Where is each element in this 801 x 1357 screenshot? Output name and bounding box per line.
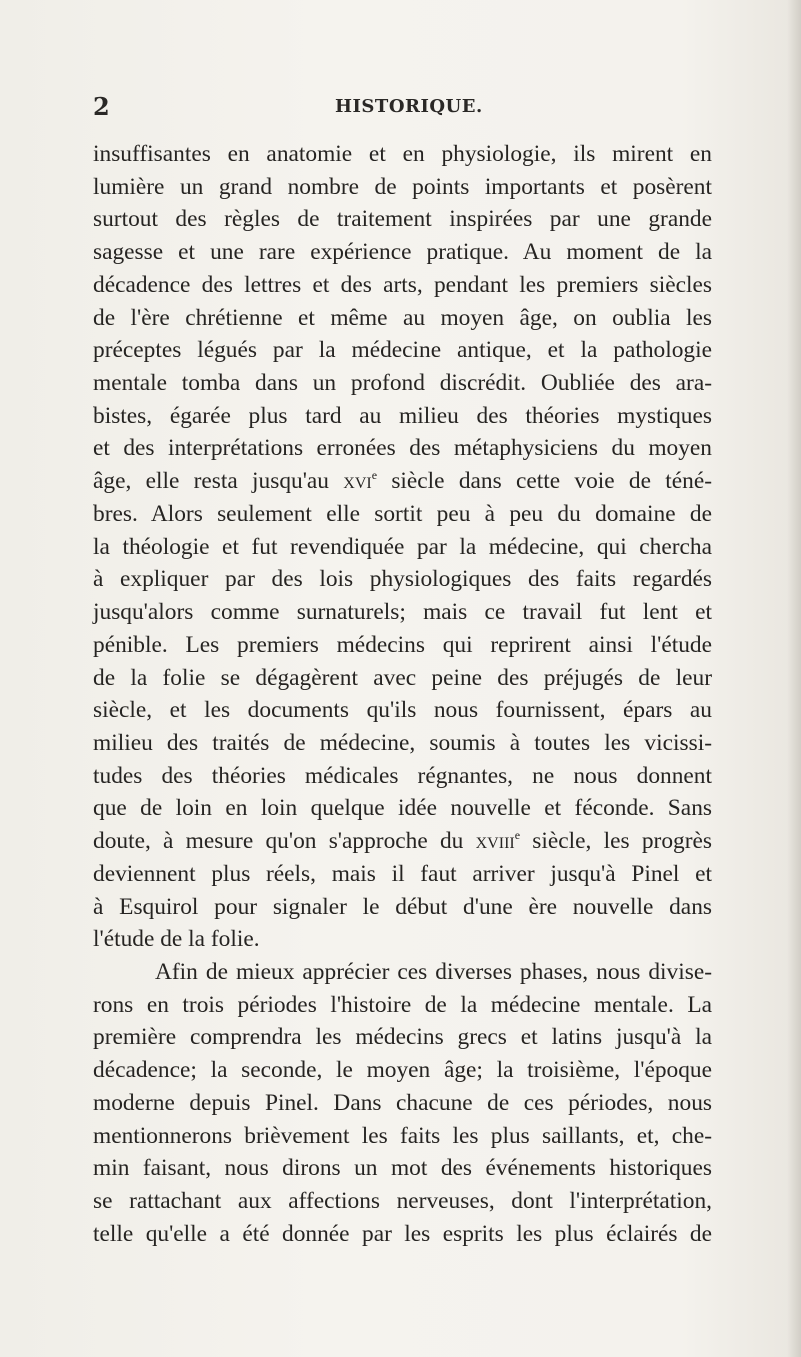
text-line: mentionnerons brièvement les faits les plus saillants, et, che-	[93, 1122, 712, 1149]
text-line: décadence des lettres et des arts, pendant les premiers siècles	[93, 271, 712, 298]
text-line: préceptes légués par la médecine antique, et la pathologie	[93, 337, 712, 364]
text-line: telle qu'elle a été donnée par les esprits les plus éclairés de	[93, 1220, 712, 1247]
text-line: de l'ère chrétienne et même au moyen âge, on oublia les	[93, 304, 712, 331]
text-line: première comprendra les médecins grecs et latins jusqu'à la	[93, 1024, 712, 1051]
text-line: tudes des théories médicales régnantes, ne nous donnent	[93, 762, 712, 789]
page-edge-shadow	[787, 0, 801, 1357]
text-line: à expliquer par des lois physiologiques des faits regardés	[93, 566, 712, 593]
text-line: lumière un grand nombre de points importants et posèrent	[93, 173, 712, 200]
text-line: min faisant, nous dirons un mot des événements historiques	[93, 1155, 712, 1182]
text-line: bistes, égarée plus tard au milieu des théories mystiques	[93, 402, 712, 429]
text-line: deviennent plus réels, mais il faut arriver jusqu'à Pinel et	[93, 860, 712, 887]
text-line: siècle, et les documents qu'ils nous fournissent, épars au	[93, 697, 712, 724]
text-line: âge, elle resta jusqu'au xvi$^e$ siècle dans cette voie de téné-	[93, 468, 713, 495]
paragraph-1	[93, 138, 712, 956]
page-number: 2	[93, 92, 110, 121]
text-line: insuffisantes en anatomie et en physiologie, ils mirent en	[93, 141, 712, 167]
text-line: la théologie et fut revendiquée par la médecine, qui chercha	[93, 533, 712, 560]
text-line: mentale tomba dans un profond discrédit. Oubliée des ara-	[93, 370, 712, 397]
text-line: bres. Alors seulement elle sortit peu à peu du domaine de	[93, 500, 712, 527]
text-line: rons en trois périodes l'histoire de la médecine mentale. La	[93, 991, 712, 1018]
text-line: sagesse et une rare expérience pratique. Au moment de la	[93, 239, 712, 266]
text-line: que de loin en loin quelque idée nouvelle et féconde. Sans	[93, 795, 712, 822]
text-line: milieu des traités de médecine, soumis à toutes les vicissi-	[93, 729, 712, 756]
text-line: Afin de mieux apprécier ces diverses phases, nous divise-	[155, 958, 712, 985]
text-line: et des interprétations erronées des métaphysiciens du moyen	[93, 435, 712, 462]
page-header	[93, 92, 713, 122]
text-line: à Esquirol pour signaler le début d'une ère nouvelle dans	[93, 893, 712, 920]
running-head: HISTORIQUE.	[335, 96, 483, 117]
text-line: doute, à mesure qu'on s'approche du xviii$^e$ siècle, les progrès	[93, 828, 712, 855]
paragraph-2	[93, 956, 712, 1250]
text-line: jusqu'alors comme surnaturels; mais ce travail fut lent et	[93, 599, 712, 626]
text-line: pénible. Les premiers médecins qui reprirent ainsi l'étude	[93, 631, 712, 658]
text-line: de la folie se dégagèrent avec peine des préjugés de leur	[93, 664, 712, 691]
text-line: moderne depuis Pinel. Dans chacune de ces périodes, nous	[93, 1089, 712, 1116]
text-line: décadence; la seconde, le moyen âge; la troisième, l'époque	[93, 1057, 712, 1084]
text-line: surtout des règles de traitement inspirées par une grande	[93, 206, 712, 233]
text-line: l'étude de la folie.	[93, 926, 260, 953]
text-line: se rattachant aux affections nerveuses, dont l'interprétation,	[93, 1188, 712, 1214]
body-text	[93, 138, 712, 1250]
